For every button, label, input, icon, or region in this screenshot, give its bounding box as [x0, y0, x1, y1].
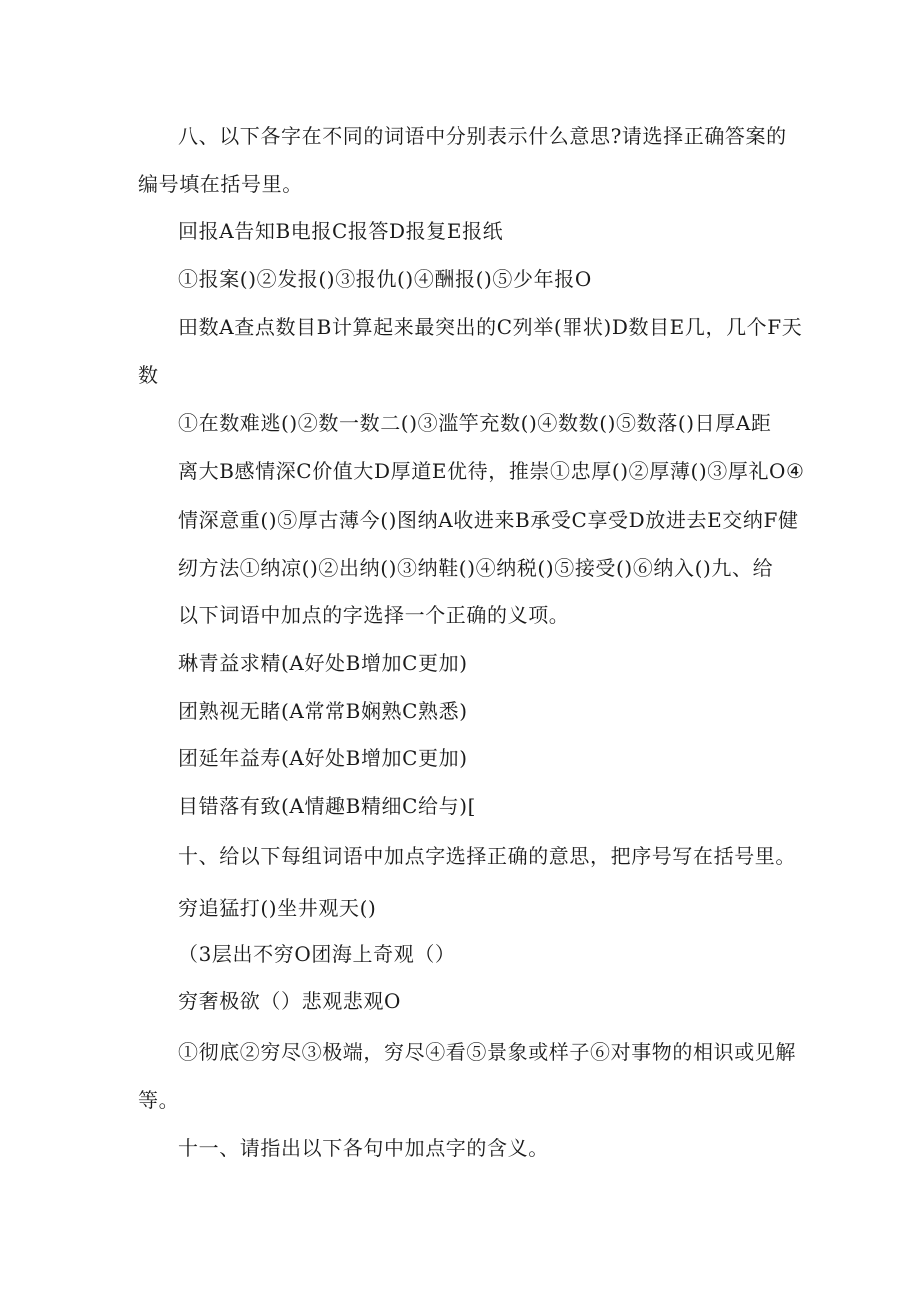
- section-10-meanings-cont: 等。: [138, 1088, 180, 1112]
- section-8-heading-cont: 编号填在括号里。: [138, 172, 303, 196]
- section-9-item-3: 团延年益寿(A好处B增加C更加): [178, 746, 468, 770]
- section-10-meanings: ①彻底②穷尽③极端，穷尽④看⑤景象或样子⑥对事物的相识或见解: [178, 1040, 796, 1064]
- section-9-heading: 以下词语中加点的字选择一个正确的义项。: [178, 603, 570, 627]
- section-10-row-3: 穷奢极欲（）悲观悲观O: [178, 989, 401, 1013]
- bao-questions: ①报案()②发报()③报仇()④酬报()⑤少年报O: [178, 267, 592, 291]
- shu-questions: ①在数难逃()②数一数二()③滥竽充数()④数数()⑤数落()日厚A距: [178, 411, 772, 435]
- section-10-row-2: （3层出不穷O团海上奇观（）: [178, 942, 456, 966]
- bao-options: 回报A告知B电报C报答D报复E报纸: [178, 219, 504, 243]
- section-9-item-2: 团熟视无睹(A常常B娴熟C熟悉): [178, 699, 468, 723]
- shu-options: 田数A查点数目B计算起来最突出的C列举(罪状)D数目E几，几个F天: [178, 315, 803, 339]
- section-11-heading: 十一、请指出以下各句中加点字的含义。: [178, 1136, 549, 1160]
- section-9-item-1: 琳青益求精(A好处B增加C更加): [178, 651, 468, 675]
- hou-section: 离大B感情深C价值大D厚道E优待，推崇①忠厚()②厚薄()③厚礼O④: [178, 459, 805, 483]
- shu-options-cont: 数: [138, 363, 159, 387]
- section-8-heading: 八、以下各字在不同的词语中分别表示什么意思?请选择正确答案的: [178, 124, 787, 148]
- section-9-item-4: 目错落有致(A情趣B精细C给与)[: [178, 794, 477, 818]
- na-section: 情深意重()⑤厚古薄今()图纳A收进来B承受C享受D放进去E交纳F健: [178, 508, 799, 532]
- section-10-heading: 十、给以下每组词语中加点字选择正确的意思，把序号写在括号里。: [178, 844, 796, 868]
- section-10-row-1: 穷追猛打()坐井观天(): [178, 896, 377, 920]
- na-questions: 纫方法①纳凉()②出纳()③纳鞋()④纳税()⑤接受()⑥纳入()九、给: [178, 556, 774, 580]
